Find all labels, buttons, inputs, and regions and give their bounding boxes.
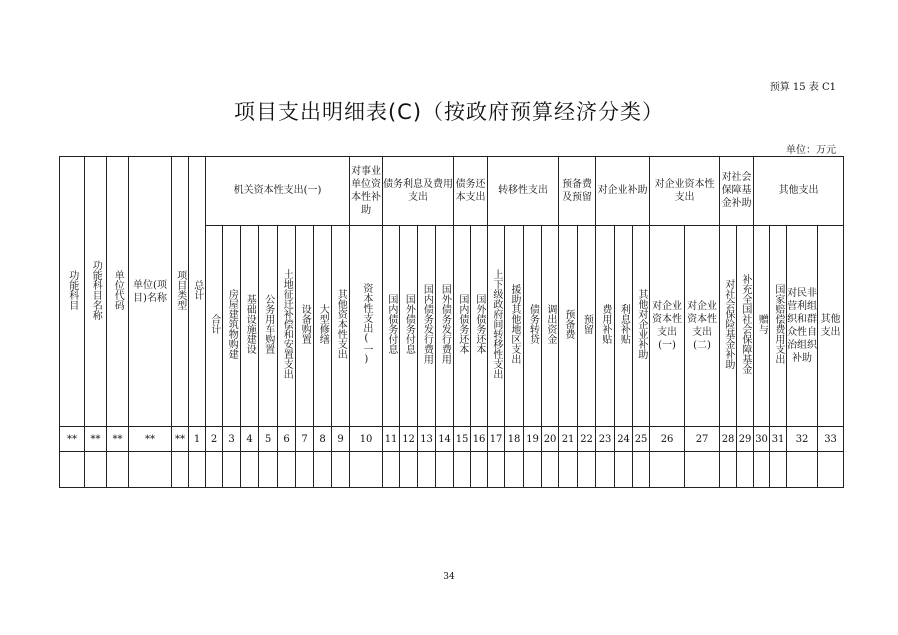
data-cell xyxy=(60,451,85,487)
index-cell: 32 xyxy=(787,427,818,451)
data-cell xyxy=(241,451,259,487)
group-header: 其他支出 xyxy=(754,157,844,226)
group-header: 对社会保障基金补助 xyxy=(720,157,754,226)
index-cell: 11 xyxy=(383,427,400,451)
sub-header: 对企业资本性支出(二) xyxy=(685,225,720,427)
data-cell xyxy=(350,451,383,487)
index-cell: 18 xyxy=(505,427,524,451)
group-header: 预备费及预留 xyxy=(559,157,596,226)
data-cell xyxy=(559,451,578,487)
sub-header: 国内债务发行费用 xyxy=(418,225,436,427)
data-cell xyxy=(189,451,206,487)
sub-header: 调出资金 xyxy=(542,225,559,427)
index-cell: 22 xyxy=(578,427,596,451)
page-number: 34 xyxy=(443,572,455,582)
sub-header: 合计 xyxy=(206,225,223,427)
index-cell: 30 xyxy=(754,427,770,451)
sub-header: 补充全国社会保障基金 xyxy=(737,225,754,427)
data-cell xyxy=(787,451,818,487)
data-cell xyxy=(400,451,418,487)
data-cell xyxy=(818,451,844,487)
col-project-type: 项目类型 xyxy=(172,157,189,427)
sub-header: 债务转贷 xyxy=(524,225,542,427)
group-header: 债务还本支出 xyxy=(454,157,488,226)
index-cell: ** xyxy=(60,427,85,451)
sub-header: 其他资本性支出 xyxy=(332,225,350,427)
data-cell xyxy=(650,451,685,487)
index-cell: 28 xyxy=(720,427,737,451)
sub-header: 利息补贴 xyxy=(615,225,633,427)
data-cell xyxy=(454,451,471,487)
index-cell: 20 xyxy=(542,427,559,451)
index-cell: 15 xyxy=(454,427,471,451)
group-header: 对企业资本性支出 xyxy=(650,157,720,226)
data-cell xyxy=(418,451,436,487)
data-cell xyxy=(129,451,172,487)
index-cell: 21 xyxy=(559,427,578,451)
index-cell: 26 xyxy=(650,427,685,451)
data-cell xyxy=(596,451,615,487)
sub-header: 对民非营利组织和群众性自治组织补助 xyxy=(787,225,818,427)
index-cell: 31 xyxy=(770,427,787,451)
index-cell: 10 xyxy=(350,427,383,451)
data-cell xyxy=(578,451,596,487)
page-title: 项目支出明细表(C)（按政府预算经济分类） xyxy=(233,100,665,124)
data-cell xyxy=(296,451,314,487)
form-code: 预算 15 表 C1 xyxy=(769,82,836,93)
data-cell xyxy=(685,451,720,487)
index-cell: ** xyxy=(85,427,107,451)
index-cell: 12 xyxy=(400,427,418,451)
index-cell: 2 xyxy=(206,427,223,451)
sub-header: 其他支出 xyxy=(818,225,844,427)
index-cell: 24 xyxy=(615,427,633,451)
data-cell xyxy=(436,451,454,487)
data-cell xyxy=(720,451,737,487)
sub-header: 国内债务还本 xyxy=(454,225,471,427)
sub-header: 公务用车购置 xyxy=(259,225,278,427)
sub-header: 赠与 xyxy=(754,225,770,427)
expenditure-table xyxy=(59,156,844,488)
group-header: 对企业补助 xyxy=(596,157,650,226)
data-cell xyxy=(488,451,505,487)
data-cell xyxy=(754,451,770,487)
data-row-empty xyxy=(60,451,844,487)
index-cell: 1 xyxy=(189,427,206,451)
data-cell xyxy=(770,451,787,487)
data-cell xyxy=(615,451,633,487)
data-cell xyxy=(332,451,350,487)
index-cell: 25 xyxy=(633,427,650,451)
group-header: 对事业单位资本性补助 xyxy=(350,157,383,226)
index-cell: 14 xyxy=(436,427,454,451)
sub-header: 其他对企业补助 xyxy=(633,225,650,427)
index-cell: 13 xyxy=(418,427,436,451)
index-cell: 16 xyxy=(471,427,488,451)
index-cell: 8 xyxy=(314,427,332,451)
index-cell: 17 xyxy=(488,427,505,451)
index-cell: 33 xyxy=(818,427,844,451)
index-cell: ** xyxy=(129,427,172,451)
data-cell xyxy=(259,451,278,487)
index-cell: 29 xyxy=(737,427,754,451)
sub-header: 预备费 xyxy=(559,225,578,427)
group-header: 机关资本性支出(一) xyxy=(206,157,350,226)
col-unit-name: 单位(项目)名称 xyxy=(129,157,172,427)
data-cell xyxy=(505,451,524,487)
index-cell: 19 xyxy=(524,427,542,451)
index-cell: 6 xyxy=(278,427,296,451)
sub-header: 国外债务付息 xyxy=(400,225,418,427)
group-header: 债务利息及费用支出 xyxy=(383,157,454,226)
index-cell: 23 xyxy=(596,427,615,451)
data-cell xyxy=(107,451,129,487)
sub-header: 援助其他地区支出 xyxy=(505,225,524,427)
col-total: 总计 xyxy=(189,157,206,427)
sub-header: 对社会保险基金补助 xyxy=(720,225,737,427)
sub-header: 预留 xyxy=(578,225,596,427)
index-cell: ** xyxy=(107,427,129,451)
sub-header: 土地征迁补偿和安置支出 xyxy=(278,225,296,427)
col-function-name: 功能科目名称 xyxy=(85,157,107,427)
col-function-code: 功能科目 xyxy=(60,157,85,427)
sub-header: 对企业资本性支出(一) xyxy=(650,225,685,427)
sub-header: 设备购置 xyxy=(296,225,314,427)
index-cell: 9 xyxy=(332,427,350,451)
data-cell xyxy=(471,451,488,487)
data-cell xyxy=(172,451,189,487)
data-cell xyxy=(314,451,332,487)
data-cell xyxy=(524,451,542,487)
index-cell: 7 xyxy=(296,427,314,451)
sub-header: 国内债务付息 xyxy=(383,225,400,427)
group-header: 转移性支出 xyxy=(488,157,559,226)
unit-label: 单位：万元 xyxy=(786,145,836,156)
sub-header: 房屋建筑物购建 xyxy=(223,225,241,427)
index-cell: ** xyxy=(172,427,189,451)
data-cell xyxy=(223,451,241,487)
index-cell: 27 xyxy=(685,427,720,451)
sub-header: 国外债务还本 xyxy=(471,225,488,427)
index-cell: 4 xyxy=(241,427,259,451)
sub-header: 费用补贴 xyxy=(596,225,615,427)
data-cell xyxy=(737,451,754,487)
sub-header: 国家赔偿费用支出 xyxy=(770,225,787,427)
data-cell xyxy=(206,451,223,487)
data-cell xyxy=(85,451,107,487)
data-cell xyxy=(383,451,400,487)
sub-header: 基础设施建设 xyxy=(241,225,259,427)
sub-header: 上下级政府间转移性支出 xyxy=(488,225,505,427)
data-cell xyxy=(633,451,650,487)
index-row xyxy=(60,427,844,451)
sub-header: 资本性支出(一) xyxy=(350,225,383,427)
sub-header: 国外债务发行费用 xyxy=(436,225,454,427)
data-cell xyxy=(542,451,559,487)
index-cell: 5 xyxy=(259,427,278,451)
sub-header: 大型修缮 xyxy=(314,225,332,427)
col-unit-code: 单位代码 xyxy=(107,157,129,427)
index-cell: 3 xyxy=(223,427,241,451)
data-cell xyxy=(278,451,296,487)
